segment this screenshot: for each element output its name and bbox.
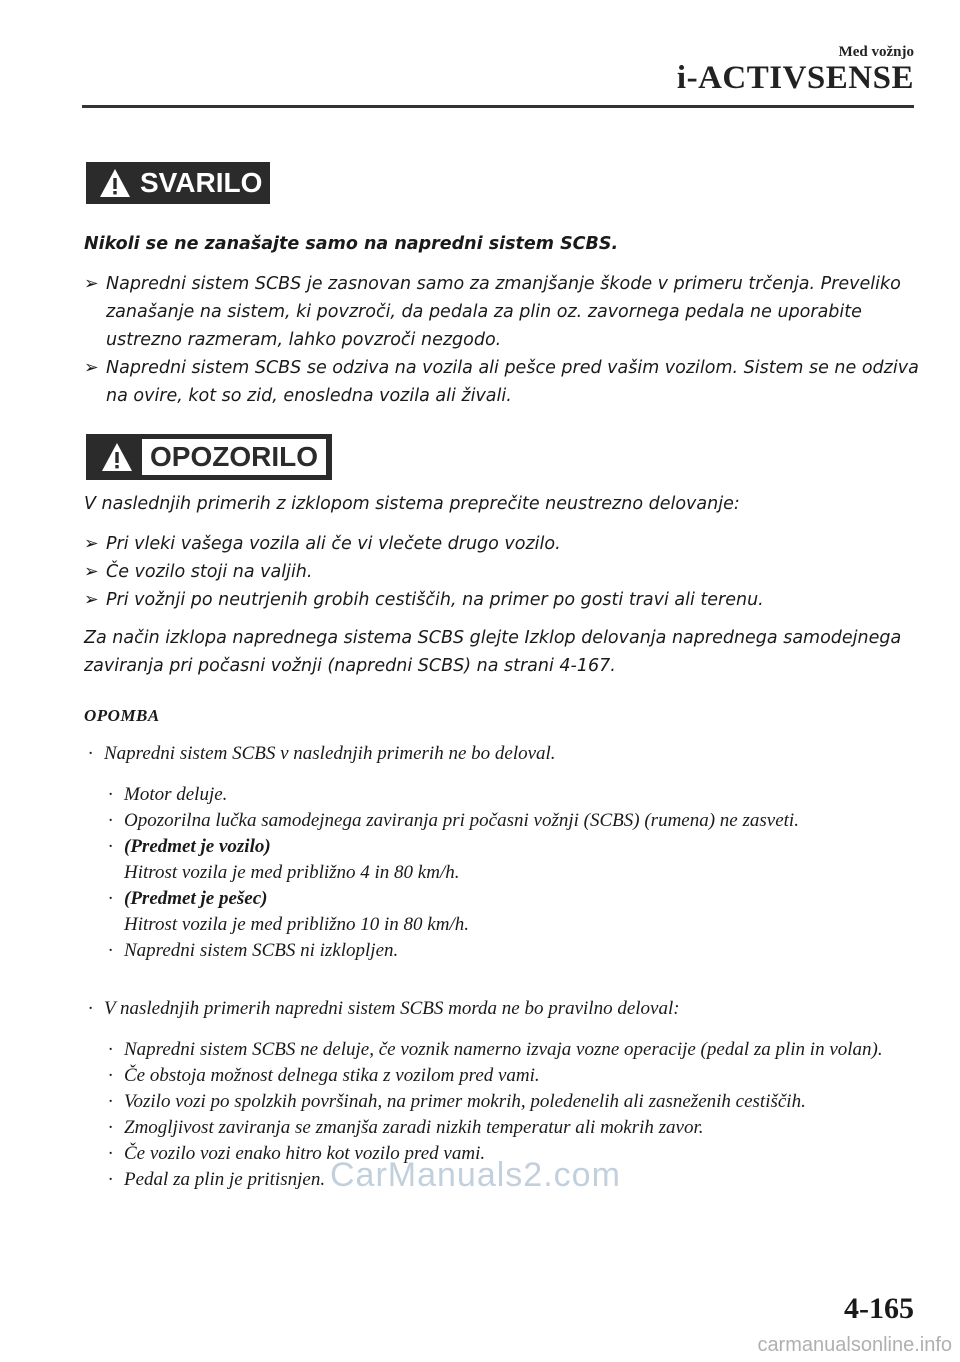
list-item: · Če vozilo vozi enako hitro kot vozilo pred vami. bbox=[124, 1141, 914, 1167]
note-sublist bbox=[108, 782, 914, 964]
bullet-dot-icon: · bbox=[88, 743, 93, 764]
caution-badge bbox=[86, 434, 332, 480]
arrow-bullet-icon: ➢ bbox=[84, 590, 99, 610]
list-item: · Če obstoja možnost delnega stika z vozilom pred vami. bbox=[124, 1063, 914, 1089]
list-item: ➢ Pri vožnji po neutrjenih grobih cestiščih, na primer po gosti travi ali terenu. bbox=[84, 586, 924, 614]
warning-label: SVARILO bbox=[140, 167, 263, 198]
list-item: · Opozorilna lučka samodejnega zaviranja pri počasni vožnji (SCBS) (rumena) ne zasveti. bbox=[124, 808, 914, 834]
bullet-dot-icon: · bbox=[108, 784, 113, 805]
bullet-dot-icon: · bbox=[108, 810, 113, 831]
caution-intro: V naslednjih primerih z izklopom sistema preprečite neustrezno delovanje: bbox=[84, 494, 740, 514]
arrow-bullet-icon: ➢ bbox=[84, 358, 99, 378]
list-item: · Motor deluje. bbox=[124, 782, 914, 808]
list-item: ➢ Napredni sistem SCBS se odziva na vozila ali pešce pred vašim vozilom. Sistem se ne odziva na ovire, kot so zid, enosledna vozila ali živali. bbox=[84, 354, 924, 410]
bullet-dot-icon: · bbox=[108, 888, 113, 909]
list-item: · Vozilo vozi po spolzkih površinah, na primer mokrih, poledenelih ali zasneženih cestiščih. bbox=[124, 1089, 914, 1115]
list-item: · Pedal za plin je pritisnjen. bbox=[124, 1167, 914, 1193]
list-item: ➢ Če vozilo stoji na valjih. bbox=[84, 558, 924, 586]
list-item: ➢ Pri vleki vašega vozila ali če vi vlečete drugo vozilo. bbox=[84, 530, 924, 558]
bullet-dot-icon: · bbox=[108, 1143, 113, 1164]
header-subtitle: Med vožnjo bbox=[838, 44, 914, 60]
warning-intro: Nikoli se ne zanašajte samo na napredni sistem SCBS. bbox=[84, 234, 619, 254]
list-item: · (Predmet je pešec) Hitrost vozila je med približno 10 in 80 km/h. bbox=[108, 888, 469, 935]
list-item: · (Predmet je vozilo) Hitrost vozila je med približno 4 in 80 km/h. bbox=[108, 836, 460, 883]
bullet-dot-icon: · bbox=[108, 1117, 113, 1138]
bullet-dot-icon: · bbox=[88, 998, 93, 1019]
bullet-dot-icon: · bbox=[108, 1169, 113, 1190]
caution-label: OPOZORILO bbox=[142, 439, 326, 475]
bullet-dot-icon: · bbox=[108, 1065, 113, 1086]
header-rule bbox=[82, 105, 914, 108]
bullet-dot-icon: · bbox=[108, 940, 113, 961]
warning-badge bbox=[86, 162, 270, 204]
list-item: · Napredni sistem SCBS ni izklopljen. bbox=[124, 938, 914, 964]
note-bullet: · Napredni sistem SCBS v naslednjih primerih ne bo deloval. bbox=[88, 741, 924, 767]
list-item: · Napredni sistem SCBS ne deluje, če voznik namerno izvaja vozne operacije (pedal za plin in volan). bbox=[124, 1037, 914, 1063]
warning-triangle-icon bbox=[100, 441, 134, 473]
list-item: ➢ Napredni sistem SCBS je zasnovan samo za zmanjšanje škode v primeru trčenja. Preveliko zanašanje na sistem, ki povzroči, da pedala za plin oz. zavornega pedala ne uporabite ustrezno razmeram, lahko povzroči nezgodo. bbox=[84, 270, 924, 354]
page-number: 4-165 bbox=[844, 1292, 914, 1325]
bullet-dot-icon: · bbox=[108, 1091, 113, 1112]
arrow-bullet-icon: ➢ bbox=[84, 534, 99, 554]
warning-list bbox=[84, 270, 924, 410]
arrow-bullet-icon: ➢ bbox=[84, 562, 99, 582]
note-title: OPOMBA bbox=[84, 706, 160, 725]
caution-outro: Za način izklopa naprednega sistema SCBS glejte Izklop delovanja naprednega samodejnega zaviranja pri počasni vožnji (napredni SCBS) na strani 4-167. bbox=[84, 628, 902, 676]
note-bullet: · V naslednjih primerih napredni sistem SCBS morda ne bo pravilno deloval: bbox=[88, 996, 924, 1022]
footer-watermark: carmanualsonline.info bbox=[757, 1334, 952, 1356]
bullet-dot-icon: · bbox=[108, 836, 113, 857]
list-item: · Zmogljivost zaviranja se zmanjša zaradi nizkih temperatur ali mokrih zavor. bbox=[124, 1115, 914, 1141]
watermark: CarManuals2.com bbox=[330, 1156, 621, 1194]
header-title: i-ACTIVSENSE bbox=[676, 60, 914, 96]
bullet-dot-icon: · bbox=[108, 1039, 113, 1060]
warning-triangle-icon bbox=[98, 167, 132, 199]
caution-list bbox=[84, 530, 924, 614]
arrow-bullet-icon: ➢ bbox=[84, 274, 99, 294]
